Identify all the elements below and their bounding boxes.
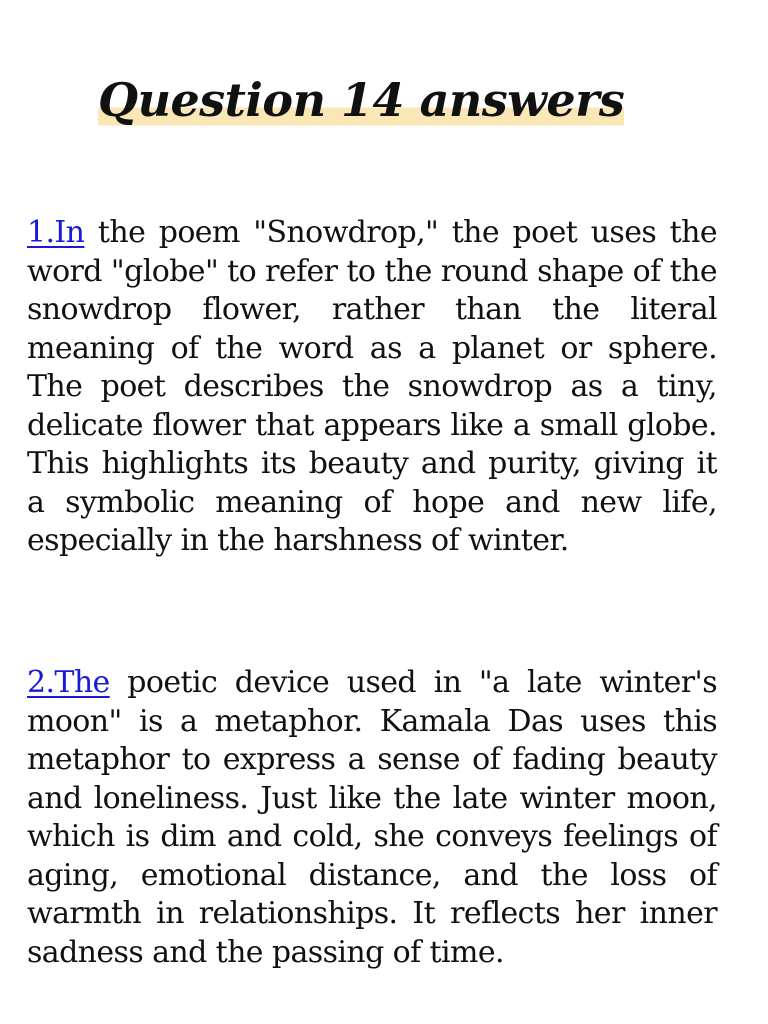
answer-paragraph-1 bbox=[27, 214, 717, 561]
answer-2-link[interactable]: 2.The bbox=[27, 665, 110, 700]
answer-1-link[interactable]: 1.In bbox=[27, 215, 85, 250]
answer-1-text: the poem "Snowdrop," the poet uses the word "globe" to refer to the round shape of the snowdrop flower, rather than the literal meaning of the word as a planet or sphere. The poet describes the snowdrop as a tiny, delicate flower that appears like a small globe. This highlights its beauty and purity, giving it a symbolic meaning of hope and new life, especially in the harshness of winter. bbox=[27, 215, 717, 558]
page-title: Question 14 answers bbox=[98, 68, 624, 132]
answer-2-text: poetic device used in "a late winter's moon" is a metaphor. Kamala Das uses this metaphor to express a sense of fading beauty and loneliness. Just like the late winter moon, which is dim and cold, she conveys feelings of aging, emotional distance, and the loss of warmth in relationships. It reflects her inner sadness and the passing of time. bbox=[27, 665, 717, 970]
answer-paragraph-2 bbox=[27, 664, 717, 972]
